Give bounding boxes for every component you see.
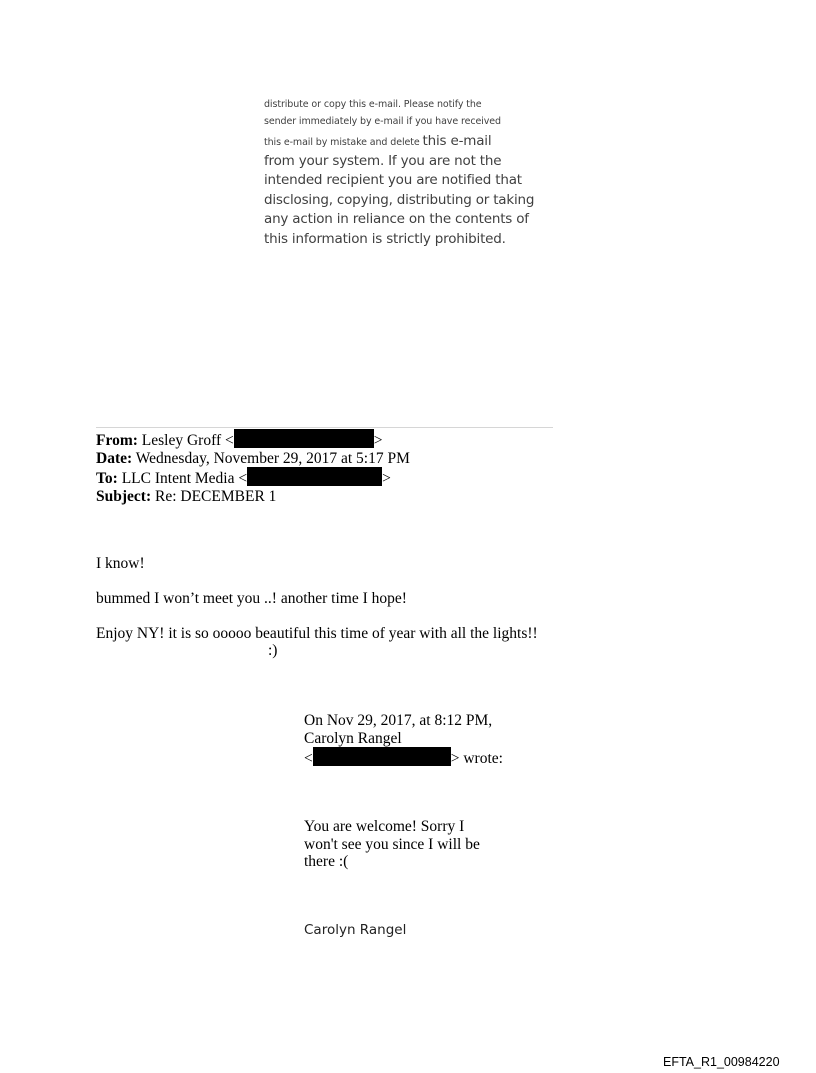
header-divider bbox=[96, 427, 553, 428]
to-row bbox=[96, 467, 566, 488]
redaction-block bbox=[247, 467, 382, 486]
attribution-close: > wrote: bbox=[450, 750, 503, 767]
disclaimer-line: sender immediately by e-mail if you have received bbox=[264, 116, 501, 127]
message-line: Enjoy NY! it is so ooooo beautiful this time of year with all the lights!! bbox=[96, 625, 538, 642]
date-row bbox=[96, 450, 566, 468]
document-id: EFTA_R1_00984220 bbox=[663, 1055, 780, 1069]
message-line: I know! bbox=[96, 555, 145, 572]
attribution-line bbox=[304, 747, 503, 768]
from-label: From: bbox=[96, 432, 138, 449]
quote-attribution bbox=[304, 712, 503, 768]
disclaimer-line-mixed bbox=[264, 130, 554, 152]
attribution-line: Carolyn Rangel bbox=[304, 729, 402, 747]
to-close: > bbox=[382, 470, 391, 487]
to-label: To: bbox=[96, 470, 118, 487]
quoted-line: won't see you since I will be bbox=[304, 835, 480, 853]
date-label: Date: bbox=[96, 449, 133, 467]
quoted-body bbox=[304, 818, 480, 871]
redaction-block bbox=[234, 429, 374, 448]
email-disclaimer bbox=[264, 96, 554, 249]
quoted-line: there :( bbox=[304, 853, 349, 870]
from-value: Lesley Groff < bbox=[141, 432, 234, 449]
signature: Carolyn Rangel bbox=[304, 922, 407, 938]
attribution-open: < bbox=[304, 750, 313, 767]
message-line: :) bbox=[268, 642, 278, 659]
subject-label: Subject: bbox=[96, 487, 152, 505]
redaction-block bbox=[313, 747, 451, 766]
to-value: LLC Intent Media < bbox=[121, 470, 248, 487]
from-close: > bbox=[373, 432, 383, 449]
subject-row bbox=[96, 488, 566, 506]
from-row bbox=[96, 429, 566, 450]
subject-value: Re: DECEMBER 1 bbox=[154, 487, 277, 505]
disclaimer-line: distribute or copy this e-mail. Please notify the bbox=[264, 99, 482, 110]
disclaimer-line: this e-mail bbox=[422, 133, 492, 149]
message-line: bummed I won’t meet you ..! another time I hope! bbox=[96, 590, 407, 607]
date-value: Wednesday, November 29, 2017 at 5:17 PM bbox=[135, 449, 410, 467]
email-header bbox=[96, 429, 566, 505]
attribution-line: On Nov 29, 2017, at 8:12 PM, bbox=[304, 712, 493, 729]
disclaimer-line: this e-mail by mistake and delete bbox=[264, 137, 423, 148]
disclaimer-paragraph: from your system. If you are not the intended recipient you are notified that disclosing, copying, distributing or taking any action in reliance on the contents of this information is strictly prohibited. bbox=[264, 152, 535, 247]
quoted-line: You are welcome! Sorry I bbox=[304, 818, 465, 835]
